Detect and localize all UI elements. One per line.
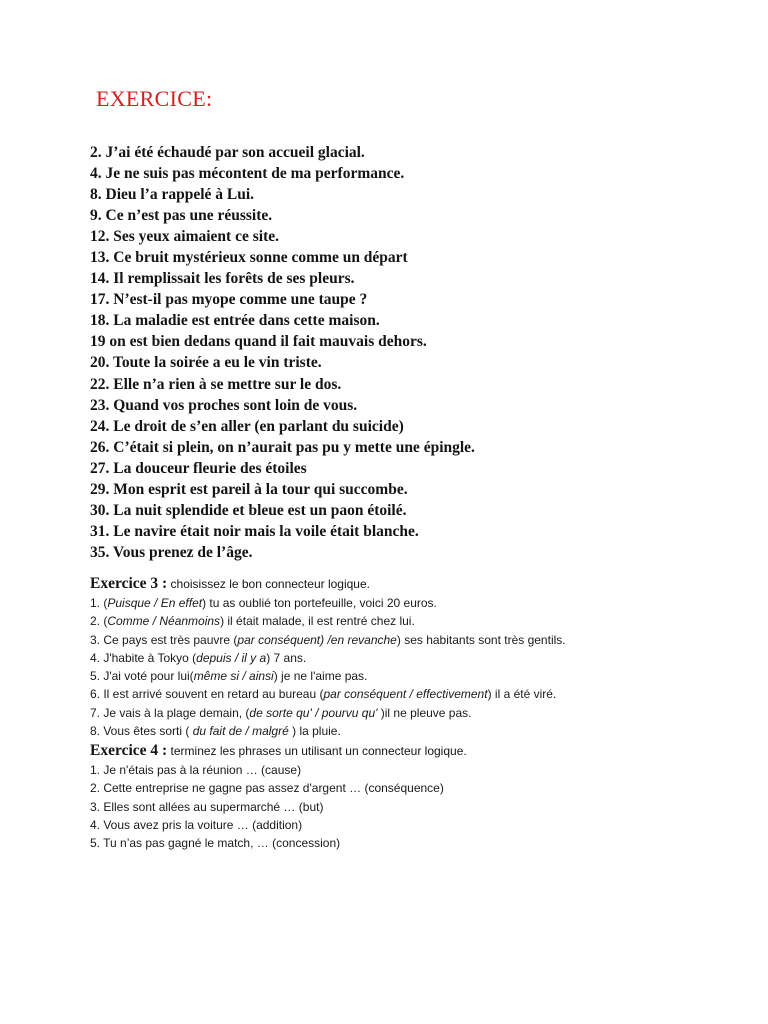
- item-text: 2. (: [90, 614, 108, 629]
- item-text: 8. Vous êtes sorti (: [90, 724, 193, 739]
- item-choice: du fait de / malgré: [192, 724, 289, 739]
- item-text: 3. Ce pays est très pauvre (: [90, 632, 238, 647]
- list-item: 1. Je n'étais pas à la réunion … (cause): [90, 763, 302, 777]
- list-item: 13. Ce bruit mystérieux sonne comme un départ: [90, 249, 408, 267]
- exercice-3-instruction: choisissez le bon connecteur logique.: [167, 577, 370, 591]
- list-item: [90, 704, 750, 722]
- item-text: 6. Il est arrivé souvent en retard au bureau (: [90, 687, 324, 702]
- list-item: 27. La douceur fleurie des étoiles: [90, 459, 307, 477]
- item-text: ) il était malade, il est rentré chez lui.: [220, 614, 415, 629]
- list-item: 18. La maladie est entrée dans cette maison.: [90, 312, 380, 330]
- item-text: ) tu as oublié ton portefeuille, voici 20 euros.: [202, 596, 437, 610]
- exercice-4-list: [90, 761, 750, 852]
- list-item: 4. Je ne suis pas mécontent de ma performance.: [90, 165, 405, 183]
- item-text: 5. J'ai voté pour lui(: [90, 669, 194, 684]
- list-item: 29. Mon esprit est pareil à la tour qui succombe.: [90, 480, 408, 498]
- item-choice: depuis / il y a: [196, 650, 267, 665]
- list-item: [90, 649, 750, 667]
- list-item: 22. Elle n’a rien à se mettre sur le dos.: [90, 375, 342, 393]
- list-item: 8. Dieu l’a rappelé à Lui.: [90, 186, 255, 204]
- list-item: [90, 667, 750, 685]
- list-item: 9. Ce n’est pas une réussite.: [90, 207, 273, 225]
- list-item: [90, 722, 750, 740]
- exercice-3-list: [90, 594, 750, 740]
- item-text: ) 7 ans.: [266, 650, 307, 665]
- list-item: 5. Tu n’as pas gagné le match, … (concession): [90, 836, 341, 851]
- list-item: [90, 594, 750, 612]
- exercice-3-heading: [90, 574, 750, 594]
- item-text: 1. (: [90, 596, 108, 610]
- item-text: ) il a été viré.: [487, 687, 557, 702]
- list-item: 2. J’ai été échaudé par son accueil glacial.: [90, 144, 365, 161]
- exercice-4-label: Exercice 4 :: [90, 742, 168, 759]
- list-item: 2. Cette entreprise ne gagne pas assez d'argent … (conséquence): [90, 781, 444, 796]
- list-item: 23. Quand vos proches sont loin de vous.: [90, 396, 358, 414]
- list-item: 35. Vous prenez de l’âge.: [90, 543, 253, 561]
- list-item: 17. N’est-il pas myope comme une taupe ?: [90, 291, 368, 309]
- exercice-4-instruction: terminez les phrases un utilisant un connecteur logique.: [167, 744, 467, 758]
- list-item: 19 on est bien dedans quand il fait mauvais dehors.: [90, 333, 427, 351]
- list-item: 4. Vous avez pris la voiture … (addition): [90, 817, 303, 832]
- item-text: )il ne pleuve pas.: [377, 705, 472, 720]
- list-item: 20. Toute la soirée a eu le vin triste.: [90, 354, 322, 372]
- item-choice: par conséquent) /en revanche: [237, 632, 397, 647]
- item-text: 4. J'habite à Tokyo (: [90, 650, 197, 665]
- item-choice: par conséquent / effectivement: [323, 687, 488, 702]
- exercice-3-label: Exercice 3 :: [90, 575, 168, 592]
- list-item: 31. Le navire était noir mais la voile était blanche.: [90, 522, 419, 540]
- list-item: [90, 631, 750, 649]
- list-item: 3. Elles sont allées au supermarché … (but): [90, 799, 324, 814]
- item-text: 7. Je vais à la plage demain, (: [90, 705, 250, 720]
- item-text: ) ses habitants sont très gentils.: [396, 632, 566, 647]
- item-text: ) je ne l'aime pas.: [273, 669, 368, 684]
- exercice-4-heading: [90, 741, 750, 761]
- list-item: 30. La nuit splendide et bleue est un paon étoilé.: [90, 501, 407, 519]
- exercice-3-section: [90, 574, 750, 740]
- list-item: 24. Le droit de s’en aller (en parlant du suicide): [90, 417, 404, 435]
- page-title: EXERCICE:: [96, 86, 213, 111]
- list-item: 14. Il remplissait les forêts de ses pleurs.: [90, 270, 355, 288]
- item-text: ) la pluie.: [288, 724, 341, 739]
- list-item: 26. C’était si plein, on n’aurait pas pu y mette une épingle.: [90, 438, 475, 456]
- item-choice: Comme / Néanmoins: [107, 614, 221, 629]
- exercice-4-section: [90, 741, 750, 852]
- list-item: [90, 612, 750, 630]
- list-item: 12. Ses yeux aimaient ce site.: [90, 228, 279, 246]
- sentence-list: [90, 142, 730, 563]
- item-choice: même si / ainsi: [193, 669, 274, 684]
- list-item: [90, 685, 750, 703]
- item-choice: Puisque / En effet: [107, 596, 203, 610]
- item-choice: de sorte qu' / pourvu qu': [249, 705, 378, 720]
